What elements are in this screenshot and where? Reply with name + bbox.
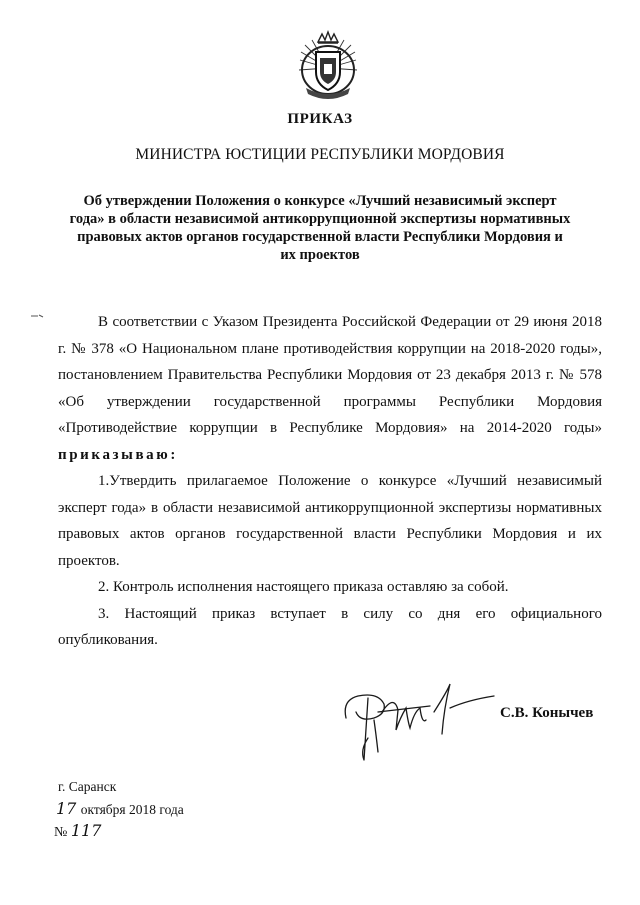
coat-of-arms-icon xyxy=(296,28,360,102)
order-body xyxy=(58,309,602,654)
order-number xyxy=(54,821,102,841)
order-item-2: 2. Контроль исполнения настоящего приказа оставляю за собой. xyxy=(98,579,509,595)
subject-line: года» в области независимой антикоррупционной экспертизы нормативных xyxy=(69,211,571,227)
subject-line: Об утверждении Положения о конкурсе «Лучший независимый эксперт xyxy=(83,193,557,209)
number-label: № xyxy=(54,825,68,840)
order-item-1: 1.Утвердить прилагаемое Положение о конкурсе «Лучший независимый эксперт года» в области независимой антикоррупционной экспертизы нормативных правовых актов органов государственной власти Республики Мордовия и их проектов. xyxy=(58,473,602,569)
order-word: приказываю: xyxy=(58,446,178,463)
date-rest: октября 2018 года xyxy=(80,802,184,817)
number-handwritten: 117 xyxy=(70,821,102,840)
date-day-handwritten: 17 xyxy=(56,799,77,818)
margin-mark xyxy=(30,313,44,319)
issue-place: г. Саранск xyxy=(58,779,117,794)
document-type: ПРИКАЗ xyxy=(287,111,353,127)
subject-line: их проектов xyxy=(280,247,360,263)
preamble-paragraph xyxy=(58,309,602,468)
order-item-3: 3. Настоящий приказ вступает в силу со дня его официального опубликования. xyxy=(58,605,602,648)
issue-date xyxy=(56,799,184,818)
order-subject xyxy=(60,192,580,264)
preamble-text: В соответствии с Указом Президента Российской Федерации от 29 июня 2018 г. № 378 «О Национальном плане противодействия коррупции на 2018-2020 годы», постановлением Правительства Республики Мордовия от 23 декабря 2013 г. № 578 «Об утверждении государственной программы Республики Мордовия «Противодействие коррупции в Республике Мордовия» на 2014-2020 годы» xyxy=(58,314,602,436)
handwritten-signature xyxy=(338,678,498,764)
subject-line: правовых актов органов государственной власти Республики Мордовия и xyxy=(77,229,563,245)
issuer-title: МИНИСТРА ЮСТИЦИИ РЕСПУБЛИКИ МОРДОВИЯ xyxy=(135,146,505,163)
signer-name: С.В. Конычев xyxy=(500,705,594,721)
